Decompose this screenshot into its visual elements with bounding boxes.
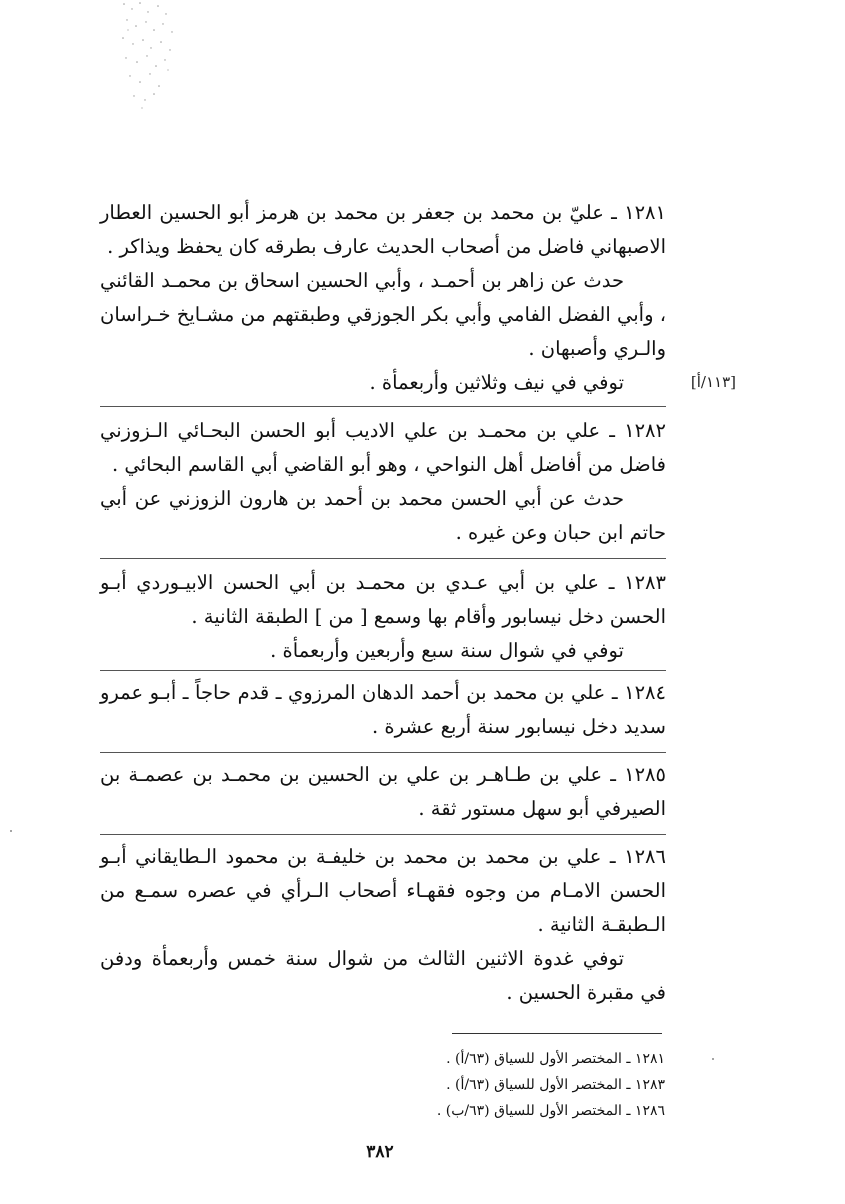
entry-1281-narration: حدث عن زاهر بن أحمـد ، وأبي الحسين اسحاق بن محمـد القائني ، وأبي الفضل الفامي وأبي بكر الجوزقي وطبقتهم من مشـايخ خـراسان والـري وأصبهان . <box>100 269 666 360</box>
entry-1283 <box>100 566 666 668</box>
entry-separator <box>100 558 666 559</box>
entry-1281 <box>100 196 666 400</box>
footnote-rule <box>452 1033 662 1034</box>
entry-1285-heading: ١٢٨٥ ـ علي بن طـاهـر بن علي بن الحسين بن محمـد بن عصمـة بن الصيرفي أبو سهل مستور ثقة . <box>100 763 666 820</box>
entry-1286 <box>100 840 666 1010</box>
entry-separator <box>100 752 666 753</box>
entry-separator <box>100 670 666 671</box>
entry-1285 <box>100 758 666 826</box>
scan-noise <box>118 0 180 112</box>
entry-1286-death: توفي غدوة الاثنين الثالث من شوال سنة خمس وأربعمأة ودفن في مقبرة الحسين . <box>100 947 666 1004</box>
scan-speck <box>712 1058 714 1060</box>
entry-1282-narration: حدث عن أبي الحسن محمد بن أحمد بن هارون الزوزني عن أبي حاتم ابن حبان وعن غيره . <box>100 487 666 544</box>
footnote-item: ١٢٨١ ـ المختصر الأول للسياق (٦٣/أ) . <box>446 1051 665 1067</box>
entry-1283-death: توفي في شوال سنة سبع وأربعين وأربعمأة . <box>270 639 624 662</box>
scan-speck <box>10 830 12 832</box>
entry-separator <box>100 834 666 835</box>
entry-1282-heading: ١٢٨٢ ـ علي بن محمـد بن علي الاديب أبو الحسن البحـائي الـزوزني فاضل من أفاضل أهل النواحي ، وهو أبو القاضي أبي القاسم البحائي . <box>100 419 666 476</box>
footnotes <box>380 1046 665 1124</box>
entry-separator <box>100 406 666 407</box>
entry-1284-heading: ١٢٨٤ ـ علي بن محمد بن أحمد الدهان المرزوي ـ قدم حاجاً ـ أبـو عمرو سديد دخل نيسابور سنة أربع عشرة . <box>100 681 666 738</box>
footnote-item: ١٢٨٦ ـ المختصر الأول للسياق (٦٣/ب) . <box>436 1103 665 1119</box>
entry-1282 <box>100 414 666 550</box>
entry-1284 <box>100 676 666 744</box>
footnote-item: ١٢٨٣ ـ المختصر الأول للسياق (٦٣/أ) . <box>446 1077 665 1093</box>
entry-1286-heading: ١٢٨٦ ـ علي بن محمد بن محمد بن خليفـة بن محمود الـطايقاني أبـو الحسن الامـام من وجوه فقهـاء أصحاب الـرأي في عصره سمـع من الـطبقـة الثانية . <box>100 845 666 936</box>
entry-1281-death: توفي في نيف وثلاثين وأربعمأة . <box>369 371 624 394</box>
entry-1281-heading: ١٢٨١ ـ عليّ بن محمد بن جعفر بن محمد بن هرمز أبو الحسين العطار الاصبهاني فاضل من أصحاب الحديث عارف بطرقه كان يحفظ ويذاكر . <box>100 201 666 258</box>
manuscript-folio-marker: [١١٣/أ] <box>690 373 736 391</box>
entry-1283-heading: ١٢٨٣ ـ علي بن أبي عـدي بن محمـد بن أبي الحسن الابيـوردي أبـو الحسن دخل نيسابور وأقام بها وسمع [ من ] الطبقة الثانية . <box>100 571 666 628</box>
page-number: ٣٨٢ <box>366 1142 394 1162</box>
